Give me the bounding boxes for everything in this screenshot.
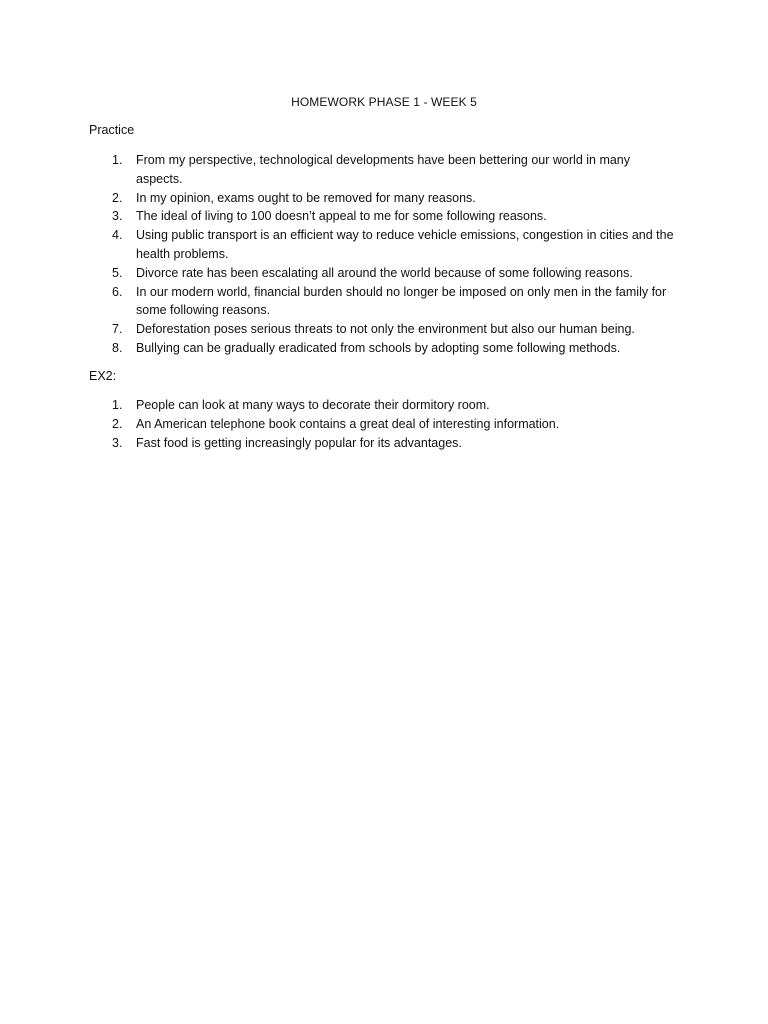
list-item (89, 396, 679, 415)
item-text: An American telephone book contains a great deal of interesting information. (136, 416, 560, 431)
item-number: 1. (112, 398, 123, 412)
list-item (89, 189, 679, 208)
item-number: 1. (112, 153, 123, 167)
item-text: Using public transport is an efficient way to reduce vehicle emissions, congestion in cities and the health problems. (136, 228, 674, 261)
item-number: 6. (112, 284, 123, 299)
item-number: 8. (112, 340, 123, 355)
ex2-list (89, 396, 679, 452)
list-item (89, 434, 679, 453)
item-text: From my perspective, technological developments have been bettering our world in many aspects. (136, 153, 631, 186)
item-number: 4. (112, 228, 123, 243)
list-item (89, 226, 679, 264)
item-text: People can look at many ways to decorate their dormitory room. (136, 398, 490, 412)
practice-heading: Practice (89, 123, 135, 137)
list-item (89, 151, 679, 189)
practice-list (89, 151, 679, 358)
list-item (89, 207, 679, 226)
item-text: In my opinion, exams ought to be removed for many reasons. (136, 190, 476, 205)
item-text: Fast food is getting increasingly popular for its advantages. (136, 435, 462, 450)
item-text: Bullying can be gradually eradicated from schools by adopting some following methods. (136, 340, 621, 355)
list-item (89, 339, 679, 358)
item-number: 2. (112, 416, 123, 431)
list-item (89, 320, 679, 339)
page-title: HOMEWORK PHASE 1 - WEEK 5 (291, 95, 477, 109)
item-number: 3. (112, 435, 123, 450)
item-number: 3. (112, 209, 123, 224)
item-number: 7. (112, 322, 123, 337)
item-number: 2. (112, 190, 123, 205)
list-item (89, 415, 679, 434)
item-text: Deforestation poses serious threats to not only the environment but also our human being. (136, 322, 635, 337)
ex2-heading: EX2: (89, 369, 117, 383)
item-text: In our modern world, financial burden should no longer be imposed on only men in the family for some following reasons. (136, 284, 667, 318)
list-item (89, 283, 679, 321)
item-text: The ideal of living to 100 doesn’t appeal to me for some following reasons. (136, 209, 547, 224)
list-item (89, 264, 679, 283)
item-number: 5. (112, 265, 123, 280)
item-text: Divorce rate has been escalating all around the world because of some following reasons. (136, 265, 633, 280)
